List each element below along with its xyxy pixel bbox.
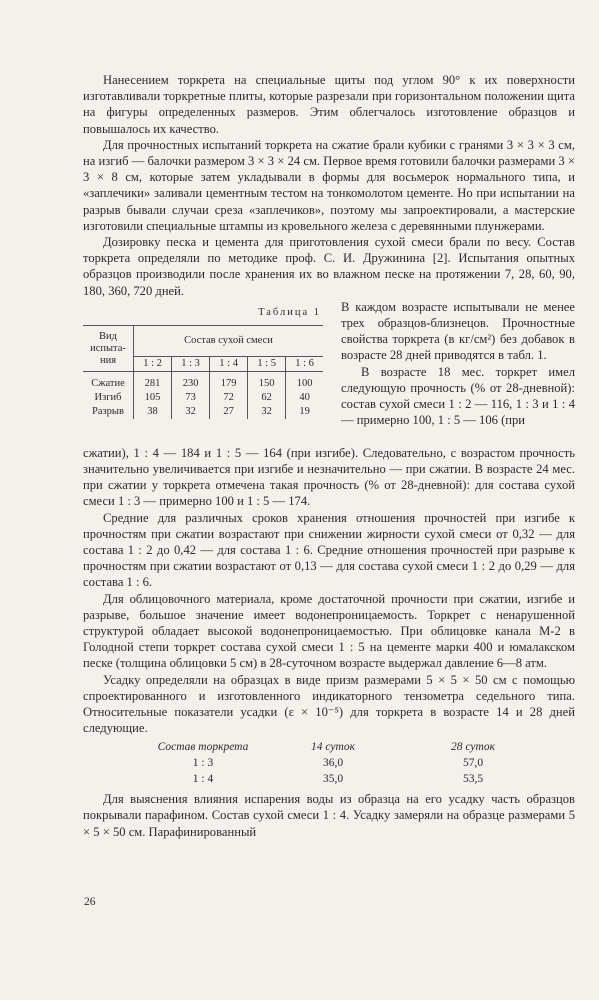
row-label: Сжатие (83, 372, 134, 392)
table-cell: 36,0 (322, 756, 344, 769)
paragraph: В возрасте 18 мес. торкрет имел следующую прочность (% от 28-дневной): состав сухой смеси 1 : 2 — 116, 1 : 3 и 1 : 4 — примерно 100, 1 : 5 — 106 (при (341, 364, 575, 428)
shrinkage-table-header (143, 739, 543, 755)
table-cell: 1 : 4 (192, 772, 214, 785)
table-row (143, 755, 543, 771)
table-col-header: 1 : 5 (248, 357, 286, 372)
table-cell: 57,0 (462, 756, 484, 769)
table-col-header: 1 : 4 (210, 357, 248, 372)
table-cell: 72 (210, 391, 248, 405)
table-cell: 100 (296, 378, 313, 390)
paragraph: Средние для различных сроков хранения отношения прочностей при изгибе к прочностям при сжатии возрастают при снижении жирности сухой смеси от 0,32 — для состава 1 : 2 до 0,42 — для состава 1 : 6. Средние отношения прочностей при разрыве к прочностям при сжатии возрастают от 0,13 — для состава сухой смеси 1 : 2 до 0,29 — для состава 1 : 6. (83, 510, 575, 590)
paragraph: Нанесением торкрета на специальные щиты под углом 90° к их поверхности изготавливали торкретные плиты, которые разрезали при горизонтальном положении щита на фигуры определенных размеров. Этим облегчалось изготовление образцов и повышалось их качество. (83, 73, 575, 136)
table-cell: 40 (299, 392, 310, 404)
table-row (143, 771, 543, 787)
shrinkage-table (143, 739, 543, 788)
table-cell: 73 (172, 391, 210, 405)
table-cell: 281 (134, 372, 172, 392)
table-row (83, 405, 323, 419)
table-1-block (83, 299, 325, 419)
table-cell: 230 (172, 372, 210, 392)
table-cell: 53,5 (462, 772, 484, 785)
paragraph: В каждом возрасте испытывали не менее трех образцов-близнецов. Прочностные свойства торкрета (в кг/см²) без добавок в возрасте 28 дней приводятся в табл. 1. (341, 299, 575, 363)
row-label: Изгиб (83, 391, 134, 405)
header-cell: 14 суток (311, 740, 355, 753)
table-row (83, 391, 323, 405)
table-cell: 32 (248, 405, 286, 419)
table-cell: 32 (172, 405, 210, 419)
paragraph: Усадку определяли на образцах в виде призм размерами 5 × 5 × 50 см с помощью спроектированного и изготовленного индикаторного тензометра седельного типа. Относительные показатели усадки (ε × 10⁻⁵) для торкрета в возрасте 14 и 28 дней следующие. (83, 672, 575, 736)
table-cell: 35,0 (322, 772, 344, 785)
table-cell: 19 (299, 406, 310, 418)
strength-table (83, 325, 323, 419)
table-col-header: 1 : 6 (286, 357, 323, 372)
table-col-header: 1 : 3 (172, 357, 210, 372)
paragraph: Для выяснения влияния испарения воды из образца на его усадку часть образцов покрывали парафином. Состав сухой смеси 1 : 4. Усадку замеряли на образце размерами 5 × 5 × 50 см. Парафинированный (83, 792, 575, 839)
table-cell: 179 (210, 372, 248, 392)
page-number: 26 (84, 896, 96, 908)
table-row (83, 372, 323, 392)
paragraph: Дозировку песка и цемента для приготовления сухой смеси брали по весу. Состав торкрета определяли по методике проф. С. И. Дружинина [2]. Испытания опытных образцов производили после хранения их во влажном песке на протяжении 7, 28, 60, 90, 180, 360, 720 дней. (83, 235, 575, 298)
table-cell: 150 (248, 372, 286, 392)
header-cell: Состав торкрета (157, 740, 249, 753)
table-col-header: 1 : 2 (134, 357, 172, 372)
paragraph: Для облицовочного материала, кроме достаточной прочности при сжатии, изгибе и разрыве, большое значение имеет водонепроницаемость. Торкрет с ненарушенной структурой обладает высокой водонепроницаемостью. При облицовке канала М-2 в Голодной степи торкрет состава сухой смеси 1 : 5 на цементе марки 400 и юмалакском песке (толщина облицовки 5 см) в 28-суточном возрасте выдержал давление 6—8 атм. (83, 591, 575, 671)
table-header-test-type: Вид испыта-ния (83, 326, 134, 372)
table-caption: Таблица 1 (258, 306, 321, 318)
table-cell: 105 (134, 391, 172, 405)
page-body (83, 72, 575, 840)
table-header-group: Состав сухой смеси (134, 326, 324, 357)
table-cell: 27 (210, 405, 248, 419)
table-cell: 62 (248, 391, 286, 405)
header-cell: 28 суток (451, 740, 495, 753)
table-cell: 1 : 3 (192, 756, 214, 769)
table-cell: 38 (134, 405, 172, 419)
paragraph: сжатии), 1 : 4 — 184 и 1 : 5 — 164 (при изгибе). Следовательно, с возрастом прочность значительно увеличивается при изгибе и незначительно — при сжатии. В возрасте 24 мес. при сжатии у торкрета отмечена такая прочность (% от 28-дневной): для состава сухой смеси 1 : 3 — примерно 100 и 1 : 5 — 174. (83, 445, 575, 509)
row-label: Разрыв (83, 405, 134, 419)
right-column-text (341, 299, 575, 429)
table-text-block (83, 299, 575, 445)
paragraph: Для прочностных испытаний торкрета на сжатие брали кубики с гранями 3 × 3 × 3 см, на изгиб — балочки размером 3 × 3 × 24 см. Первое время готовили балочки размерами 3 × 3 × 8 см, которые затем укладывали в формы для восьмерок нормального типа, и «заплечики» заливали цементным тестом на тонкомолотом цементе. Но при испытании на разрыв бывали случаи среза «заплечиков», поэтому мы запроектировали, а мастерские изготовили специальные штампы из кровельного железа с деревянными плунжерами. (83, 137, 575, 233)
